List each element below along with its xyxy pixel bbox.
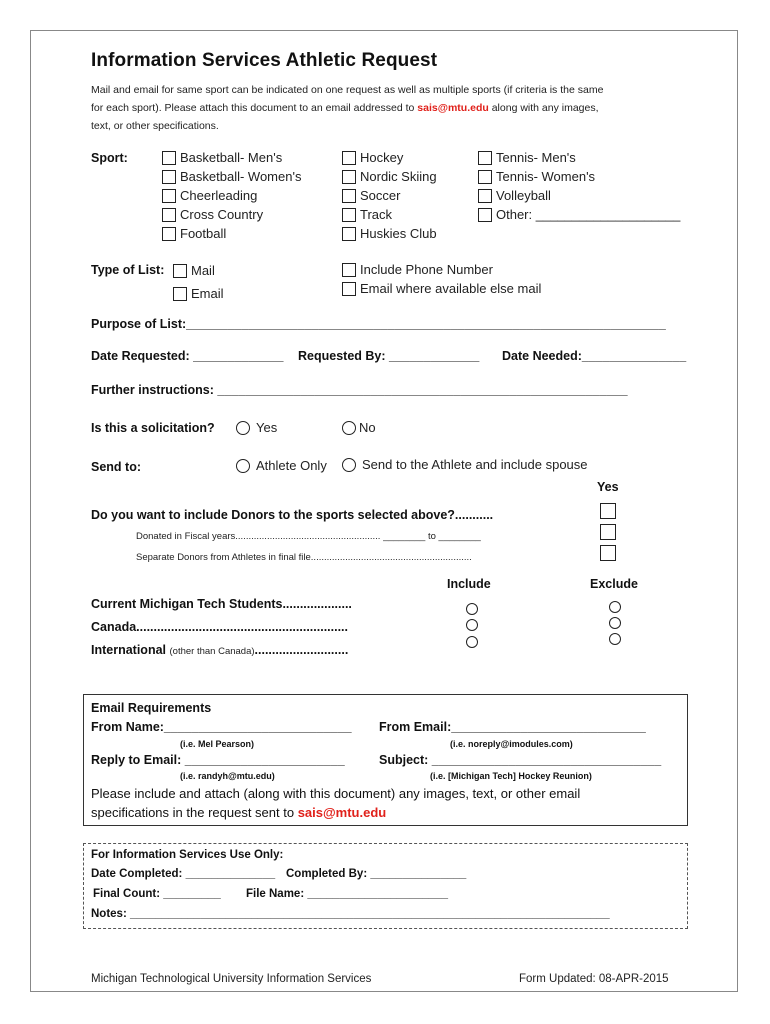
option-label: Email bbox=[191, 286, 224, 301]
intro-email-link[interactable]: sais@mtu.edu bbox=[417, 102, 489, 114]
radio-button[interactable] bbox=[236, 421, 250, 435]
international-dots: ........................... bbox=[254, 643, 349, 657]
separate-donors-checkbox[interactable] bbox=[600, 545, 616, 561]
option-label: Volleyball bbox=[496, 188, 551, 203]
option-label: Mail bbox=[191, 263, 215, 278]
option-label: Athlete Only bbox=[256, 458, 327, 473]
students-label: Current Michigan Tech Students.................... bbox=[91, 597, 352, 611]
email-note-text: specifications in the request sent to bbox=[91, 805, 295, 820]
option-label: Huskies Club bbox=[360, 226, 437, 241]
sport-soccer[interactable] bbox=[342, 188, 400, 203]
subject-field[interactable]: Subject: _________________________________ bbox=[379, 753, 662, 767]
checkbox[interactable] bbox=[478, 189, 492, 203]
checkbox[interactable] bbox=[342, 151, 356, 165]
option-label: Nordic Skiing bbox=[360, 169, 437, 184]
radio-button[interactable] bbox=[342, 421, 356, 435]
option-label: Include Phone Number bbox=[360, 262, 493, 277]
footer-organization: Michigan Technological University Information Services bbox=[91, 973, 372, 985]
sport-hockey[interactable] bbox=[342, 150, 403, 165]
fiscal-years-field[interactable]: Donated in Fiscal years....................................................... ________ to ________ bbox=[136, 531, 481, 542]
radio-button[interactable] bbox=[342, 458, 356, 472]
reply-to-example: (i.e. randyh@mtu.edu) bbox=[180, 771, 275, 781]
option-label: Hockey bbox=[360, 150, 404, 165]
email-note-line-1: Please include and attach (along with this document) any images, text, or other email bbox=[91, 786, 581, 801]
checkbox[interactable] bbox=[162, 189, 176, 203]
international-label bbox=[91, 643, 348, 657]
email-note-link[interactable]: sais@mtu.edu bbox=[297, 805, 387, 820]
checkbox[interactable] bbox=[162, 151, 176, 165]
office-use-heading: For Information Services Use Only: bbox=[91, 849, 284, 861]
send-athlete-only[interactable] bbox=[236, 458, 327, 473]
solicitation-no[interactable] bbox=[342, 420, 376, 435]
radio-button[interactable] bbox=[236, 459, 250, 473]
notes-field[interactable]: Notes: ___________________________________________________________________________ bbox=[91, 908, 610, 920]
donors-yes-header: Yes bbox=[597, 480, 619, 494]
intro-text-after: along with any images, bbox=[491, 102, 599, 114]
list-email-option[interactable] bbox=[173, 286, 224, 301]
option-label: Cheerleading bbox=[180, 188, 258, 203]
international-note: (other than Canada) bbox=[169, 646, 255, 657]
donors-question: Do you want to include Donors to the sports selected above?........... bbox=[91, 508, 494, 522]
purpose-field[interactable]: Purpose of List:_____________________________________________________________________ bbox=[91, 317, 666, 331]
canada-exclude-radio[interactable] bbox=[609, 617, 621, 629]
sport-huskies-club[interactable] bbox=[342, 226, 437, 241]
intro-text: for each sport). Please attach this document to an email addressed to bbox=[91, 102, 415, 114]
sport-volleyball[interactable] bbox=[478, 188, 551, 203]
fiscal-years-checkbox[interactable] bbox=[600, 524, 616, 540]
sport-nordic-skiing[interactable] bbox=[342, 169, 437, 184]
further-instructions-field[interactable]: Further instructions: ___________________________________________________________ bbox=[91, 383, 628, 397]
checkbox[interactable] bbox=[162, 227, 176, 241]
option-label: Tennis- Women's bbox=[496, 169, 596, 184]
list-mail-option[interactable] bbox=[173, 263, 215, 278]
donors-include-checkbox[interactable] bbox=[600, 503, 616, 519]
students-include-radio[interactable] bbox=[466, 603, 478, 615]
checkbox[interactable] bbox=[173, 287, 187, 301]
from-email-field[interactable]: From Email:____________________________ bbox=[379, 720, 646, 734]
checkbox[interactable] bbox=[342, 263, 356, 277]
option-label: Send to the Athlete and include spouse bbox=[362, 457, 588, 472]
email-requirements-heading: Email Requirements bbox=[91, 701, 212, 715]
subject-example: (i.e. [Michigan Tech] Hockey Reunion) bbox=[430, 771, 592, 781]
intro-line-2 bbox=[91, 102, 599, 114]
sport-basketball-men[interactable] bbox=[162, 150, 282, 165]
option-label: No bbox=[359, 420, 376, 435]
canada-include-radio[interactable] bbox=[466, 619, 478, 631]
checkbox[interactable] bbox=[162, 170, 176, 184]
checkbox[interactable] bbox=[342, 189, 356, 203]
international-include-radio[interactable] bbox=[466, 636, 478, 648]
sport-cross-country[interactable] bbox=[162, 207, 263, 222]
form-title: Information Services Athletic Request bbox=[91, 50, 438, 71]
email-note-line-2 bbox=[91, 805, 386, 820]
checkbox[interactable] bbox=[478, 208, 492, 222]
sport-label: Sport: bbox=[91, 151, 128, 165]
date-needed-field[interactable]: Date Needed:_______________ bbox=[502, 349, 687, 363]
from-name-field[interactable]: From Name:___________________________ bbox=[91, 720, 352, 734]
send-to-label: Send to: bbox=[91, 460, 141, 474]
checkbox[interactable] bbox=[342, 170, 356, 184]
date-requested-field[interactable]: Date Requested: _____________ bbox=[91, 349, 284, 363]
solicitation-yes[interactable] bbox=[236, 420, 277, 435]
option-label: Basketball- Women's bbox=[180, 169, 302, 184]
option-label: Soccer bbox=[360, 188, 401, 203]
option-label: Other: ____________________ bbox=[496, 207, 681, 222]
checkbox[interactable] bbox=[478, 151, 492, 165]
option-label: Cross Country bbox=[180, 207, 264, 222]
option-label: Basketball- Men's bbox=[180, 150, 283, 165]
checkbox[interactable] bbox=[173, 264, 187, 278]
sport-cheerleading[interactable] bbox=[162, 188, 257, 203]
sport-basketball-women[interactable] bbox=[162, 169, 301, 184]
email-else-mail-option[interactable] bbox=[342, 281, 541, 296]
option-label: Track bbox=[360, 207, 393, 222]
solicitation-label: Is this a solicitation? bbox=[91, 421, 215, 435]
exclude-header: Exclude bbox=[590, 577, 638, 591]
option-label: Yes bbox=[256, 420, 278, 435]
date-completed-field[interactable]: Date Completed: ______________ bbox=[91, 868, 276, 880]
sport-tennis-women[interactable] bbox=[478, 169, 595, 184]
checkbox[interactable] bbox=[342, 208, 356, 222]
send-include-spouse[interactable] bbox=[342, 457, 588, 472]
final-count-field[interactable]: Final Count: _________ bbox=[93, 888, 221, 900]
type-of-list-label: Type of List: bbox=[91, 263, 165, 277]
international-exclude-radio[interactable] bbox=[609, 633, 621, 645]
footer-updated-date: Form Updated: 08-APR-2015 bbox=[519, 973, 669, 985]
sport-track[interactable] bbox=[342, 207, 392, 222]
sport-other[interactable] bbox=[478, 207, 680, 222]
option-label: Email where available else mail bbox=[360, 281, 542, 296]
separate-donors-label: Separate Donors from Athletes in final file............................................................. bbox=[136, 552, 472, 563]
students-exclude-radio[interactable] bbox=[609, 601, 621, 613]
sport-tennis-men[interactable] bbox=[478, 150, 576, 165]
from-email-example: (i.e. noreply@imodules.com) bbox=[450, 739, 573, 749]
sport-football[interactable] bbox=[162, 226, 226, 241]
completed-by-field[interactable]: Completed By: _______________ bbox=[286, 868, 467, 880]
include-phone-option[interactable] bbox=[342, 262, 493, 277]
reply-to-field[interactable]: Reply to Email: _______________________ bbox=[91, 753, 345, 767]
checkbox[interactable] bbox=[478, 170, 492, 184]
intro-line-1: Mail and email for same sport can be indicated on one request as well as multiple sports (if criteria is the same bbox=[91, 84, 604, 96]
checkbox[interactable] bbox=[342, 227, 356, 241]
intro-line-3: text, or other specifications. bbox=[91, 120, 219, 132]
option-label: Tennis- Men's bbox=[496, 150, 576, 165]
checkbox[interactable] bbox=[342, 282, 356, 296]
from-name-example: (i.e. Mel Pearson) bbox=[180, 739, 255, 749]
checkbox[interactable] bbox=[162, 208, 176, 222]
option-label: Football bbox=[180, 226, 227, 241]
international-text: International bbox=[91, 643, 167, 657]
include-header: Include bbox=[447, 577, 491, 591]
canada-label: Canada............................................................. bbox=[91, 620, 349, 634]
file-name-field[interactable]: File Name: ______________________ bbox=[246, 888, 449, 900]
requested-by-field[interactable]: Requested By: _____________ bbox=[298, 349, 480, 363]
